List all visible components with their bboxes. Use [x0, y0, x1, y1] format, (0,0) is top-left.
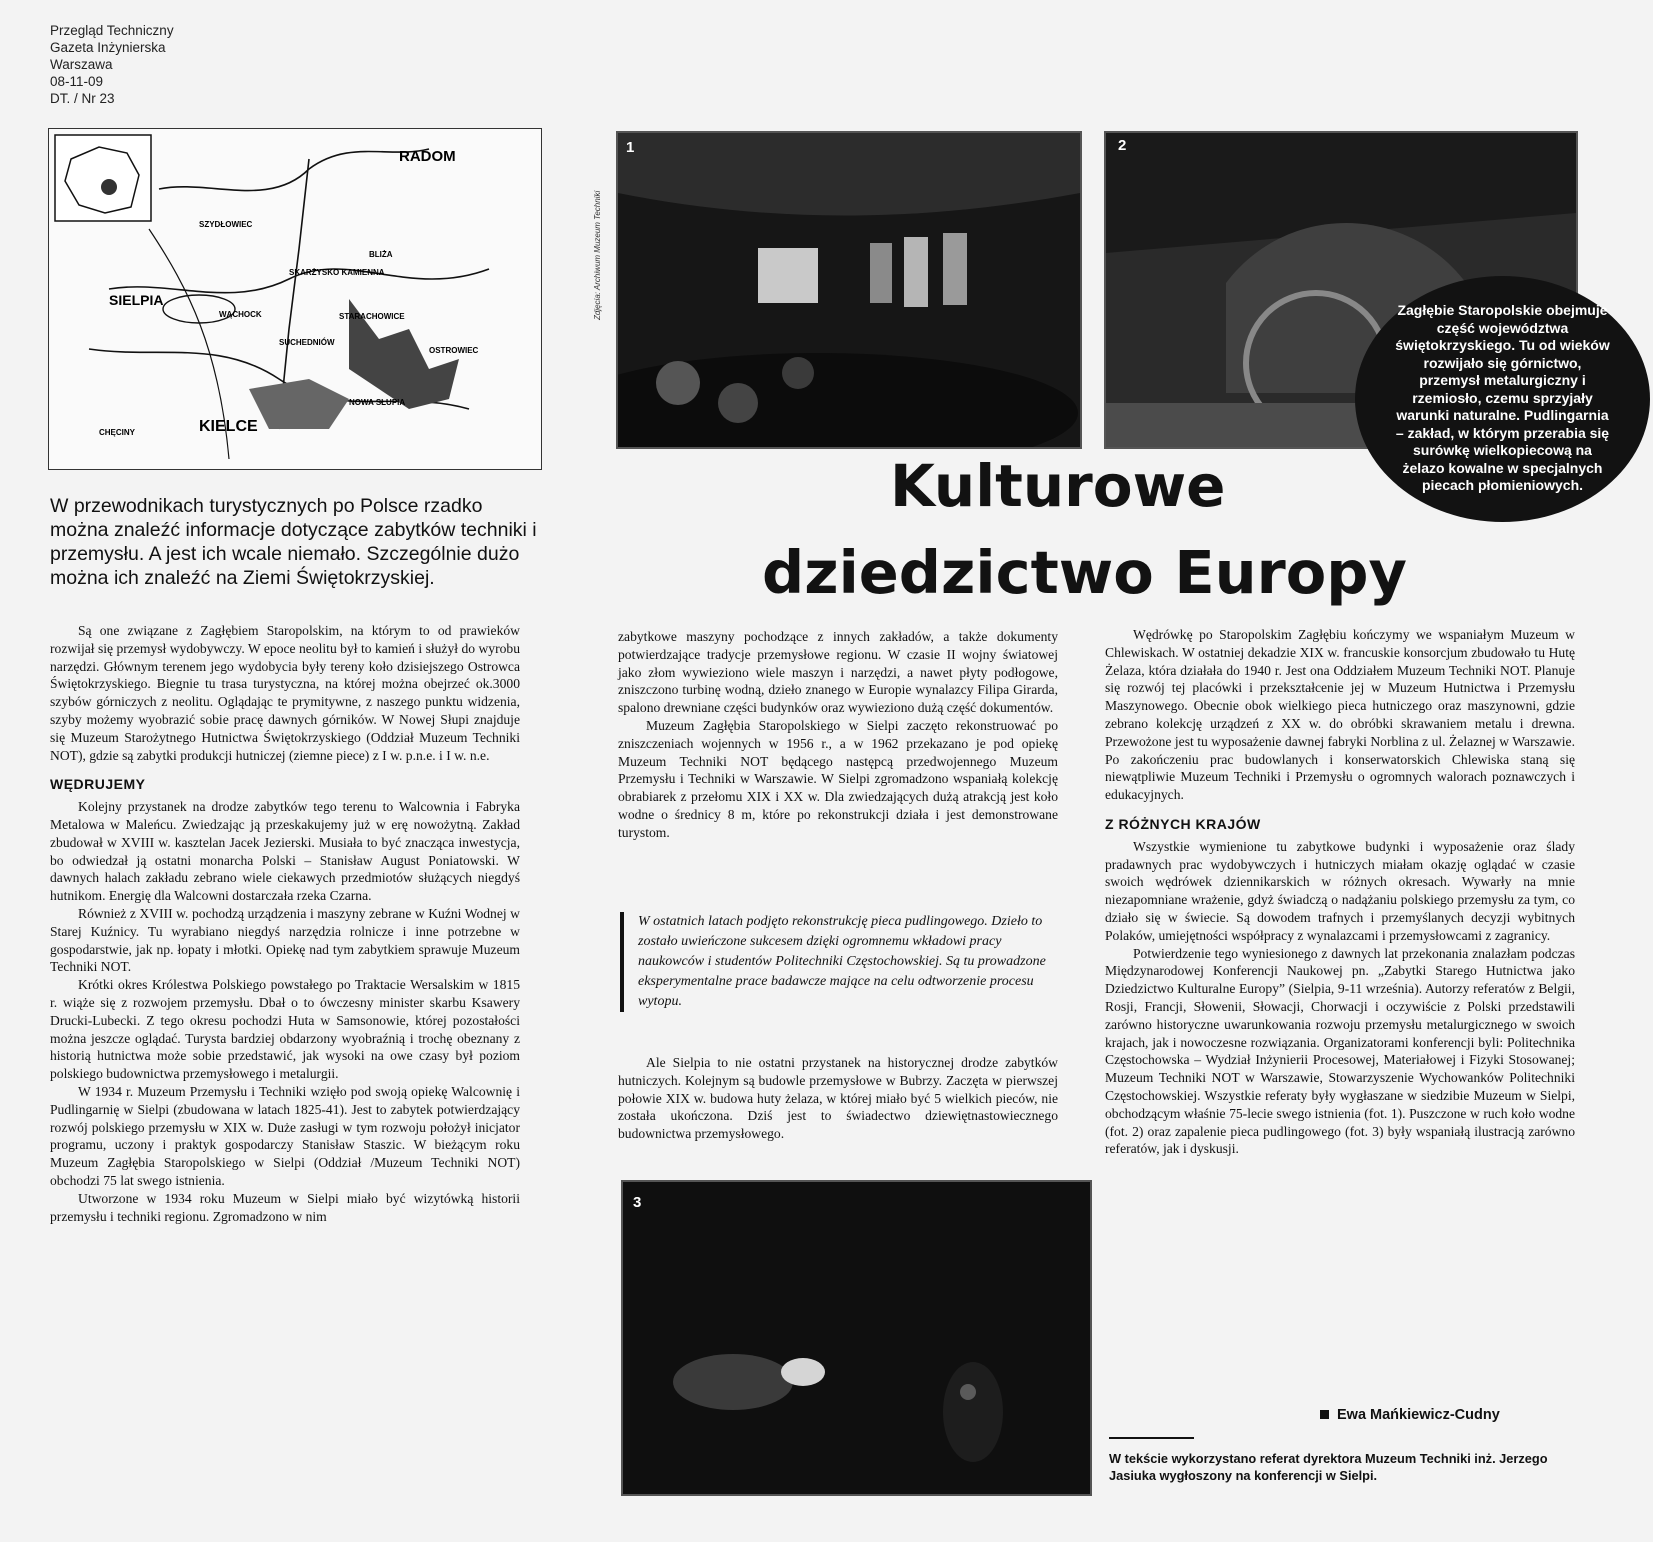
- paragraph: Muzeum Zagłębia Staropolskiego w Sielpi zaczęto rekonstruować po zniszczeniach wojennych w 1956 r., a w 1962 przekazano je pod opiekę Muzeum Techniki NOT będącego następcą przedwojennego Muzeum Przemysłu i Techniki w Warszawie. W Sielpi zgromadzono wspaniałą kolekcję obrabiarek z przełomu XIX i XX w. Dla zwiedzających dużą atrakcją jest koło wodne o średnicy 8 m, które po rekonstrukcji działa i jest demonstrowane turystom.: [618, 717, 1058, 840]
- article-column-2-continued: [618, 1054, 1058, 1143]
- photo-number: 3: [633, 1194, 642, 1211]
- paragraph: Krótki okres Królestwa Polskiego powstałego po Traktacie Wersalskim w 1815 r. wiąże się z rozwojem przemysłu. Dbał o to ówczesny minister skarbu Ksawery Drucki-Lubecki. Z tego okresu pochodzi Huta w Samsonowie, której pozostałości można jeszcze oglądać. Turysta bardziej obdarzony wyobraźnią i trochę obeznany z historią hutnictwa może sobie przedstawić, jak wysoki na owe czasy był poziom polskiego budownictwa przemysłowego i metalurgii.: [50, 977, 520, 1082]
- map-label-sielpia: SIELPIA: [109, 292, 164, 308]
- author-byline: [1320, 1407, 1500, 1423]
- photo-furnace-fire: [621, 1180, 1092, 1496]
- pull-quote: W ostatnich latach podjęto rekonstrukcję pieca pudlingowego. Dzieło to zostało uwieńczone sukcesem dzięki ogromnemu wkładowi pracy naukowców i studentów Politechniki Częstochowskiej. Są tu prowadzone eksperymentalne prace badawcze mające na celu odtworzenie procesu wytopu.: [620, 912, 1058, 1012]
- footnote: W tekście wykorzystano referat dyrektora Muzeum Techniki inż. Jerzego Jasiuka wygłoszony na konferencji w Sielpi.: [1109, 1451, 1548, 1483]
- map-label-checiny: CHĘCINY: [99, 428, 136, 437]
- paragraph: Wszystkie wymienione tu zabytkowe budynki i wyposażenie oraz ślady pradawnych prac wydobywczych i hutniczych miałam okazję oglądać w czasie swoich wędrówek dziennikarskich w różnych okresach. Wywarły na mnie niezapomniane wrażenie, gdyż świadczą o nadążaniu polskiego przemysłu za tym, co działo się w świecie. Są dowodem trafnych i przemyślanych decyzji wybitnych Polaków, umiejętności współpracy z wynalazcami i przemysłowcami z zagranicy.: [1105, 838, 1575, 943]
- article-column-3: [1105, 626, 1575, 1158]
- map-label-szydlowiec: SZYDŁOWIEC: [199, 220, 253, 229]
- caption-circle: Zagłębie Staropolskie obejmuje część województwa świętokrzyskiego. Tu od wieków rozwijało się górnictwo, przemysł metalurgiczny i rzemiosło, czemu sprzyjały warunki naturalne. Pudlingarnia – zakład, w którym przerabia się surówkę wielkopiecową na żelazo kowalne w specjalnych piecach płomieniowych.: [1355, 276, 1650, 522]
- map-label-skarzysko: SKARŻYSKO KAMIENNA: [289, 268, 385, 277]
- headline-line-2: dziedzictwo Europy: [762, 538, 1407, 607]
- photo-number: 2: [1118, 137, 1127, 154]
- section-heading-wedrujemy: WĘDRUJEMY: [50, 776, 146, 793]
- photo-number: 1: [626, 139, 635, 156]
- author-name: Ewa Mańkiewicz-Cudny: [1337, 1407, 1500, 1423]
- paragraph: W 1934 r. Muzeum Przemysłu i Techniki wzięło pod swoją opiekę Walcownię i Pudlingarnię w Sielpi (zbudowana w latach 1825-41). Jest to zabytek potwierdzający rozwój polskiego przemysłu w XIX w. Duże zasługi w tym rozwoju położył inicjator programu, uczony i praktyk gospodarczy Stanisław Staszic. W bieżącym roku Muzeum Zagłębia Staropolskiego w Sielpi (Oddział /Muzeum Techniki NOT) obchodzi 75 lat swego istnienia.: [50, 1083, 520, 1188]
- photo-credit: Zdjęcia: Archiwum Muzeum Techniki: [593, 190, 602, 320]
- paragraph: zabytkowe maszyny pochodzące z innych zakładów, a także dokumenty potwierdzające tradycje przemysłowe regionu. W czasie II wojny światowej jako złom wywieziono wiele maszyn i narzędzi, a nawet płyty podłogowe, zniszczono turbinę wodną, dzieło znanego w Europie wynalazcy Filipa Girarda, spalono drewniane części budynków oraz wywieziono dużą część dokumentów.: [618, 629, 1058, 716]
- masthead-issue: DT. / Nr 23: [50, 91, 115, 106]
- paragraph: Ale Sielpia to nie ostatni przystanek na historycznej drodze zabytków hutniczych. Kolejnym są budowle przemysłowe w Bubrzy. Zaczęta w pierwszej połowie XIX w. budowa huty żelaza, w której miało być 5 wielkich pieców, nie została ukończona. Dziś jest to świadectwo dziewiętnastowiecznego budownictwa przemysłowego.: [618, 1055, 1058, 1142]
- article-column-1: [50, 622, 520, 1225]
- footnote-divider: [1109, 1437, 1194, 1439]
- road-line: [159, 149, 429, 191]
- masthead: [50, 22, 174, 107]
- region-map: [48, 128, 542, 470]
- photo-graphic: [623, 1182, 1090, 1494]
- map-label-nowa-slupia: NOWA SŁUPIA: [349, 398, 406, 407]
- map-graphic: [49, 129, 541, 469]
- masthead-publication: Przegląd Techniczny: [50, 23, 174, 38]
- map-label-wachock: WĄCHOCK: [219, 310, 262, 319]
- map-label-suchedniow: SUCHEDNIÓW: [279, 338, 335, 347]
- paragraph: Są one związane z Zagłębiem Staropolskim, na którym to od prawieków rozwijał się przemysł wydobywczy. W epoce neolitu był to kamień i służył do wyrobu narzędzi. Głównym terenem jego wydobycia były tereny koło dzisiejszego Ostrowca Świętokrzyskiego. Biegnie tu trasa turystyczna, na której można obejrzeć ok.3000 szybów górniczych z neolitu. Oglądając te prymitywne, z naszego punktu widzenia, szyby możemy wyobrazić sobie pracę dawnych górników. W Nowej Słupi znajduje się Muzeum Starożytnego Hutnictwa Świętokrzyskiego (Oddział Muzeum Techniki NOT), gdzie są zabytki produkcji hutniczej (ziemne piece) z I w. p.n.e. i I w. n.e.: [50, 623, 520, 763]
- masthead-date: 08-11-09: [50, 74, 104, 89]
- masthead-subtitle: Gazeta Inżynierska: [50, 40, 166, 55]
- masthead-city: Warszawa: [50, 57, 113, 72]
- article-column-2: [618, 628, 1058, 842]
- paragraph: Kolejny przystanek na drodze zabytków tego terenu to Walcownia i Fabryka Metalowa w Maleńcu. Zwiedzając ją przeskakujemy już w erę nowożytną. Zakład zbudował w XVIII w. kasztelan Jacek Jezierski. Musiała to być znacząca inwestycja, bo odwiedzał ją ostatni monarcha Polski – Stanisław August Poniatowski. W dawnych halach zakładu zebrano wiele ciekawych przedmiotów służących niegdyś hutnikom. Energię dla Walcowni dostarczała rzeka Czarna.: [50, 799, 520, 904]
- photo-graphic: [618, 133, 1080, 447]
- mountain-area: [249, 379, 349, 429]
- map-label-bliza: BLIŻA: [369, 250, 393, 259]
- paragraph: Również z XVIII w. pochodzą urządzenia i maszyny zebrane w Kuźni Wodnej w Starej Kuźnicy. Tu wyrabiano niegdyś narzędzia rolnicze i inne potrzebne w gospodarstwie, jak np. łopaty i młotki. Opiekę nad tym zabytkiem sprawuje Muzeum Techniki NOT.: [50, 905, 520, 975]
- map-label-ostrowiec: OSTROWIEC: [429, 346, 479, 355]
- lead-paragraph: W przewodnikach turystycznych po Polsce rzadko można znaleźć informacje dotyczące zabytków techniki i przemysłu. A jest ich wcale niemało. Szczególnie dużo można ich znaleźć na Ziemi Świętokrzyskiej.: [50, 495, 537, 589]
- map-label-starachowice: STARACHOWICE: [339, 312, 405, 321]
- paragraph: Utworzone w 1934 roku Muzeum w Sielpi miało być wizytówką historii przemysłu i techniki regionu. Zgromadzono w nim: [50, 1190, 520, 1224]
- paragraph: Potwierdzenie tego wyniesionego z dawnych lat przekonania znalazłam podczas Międzynarodowej Konferencji Naukowej pn. „Zabytki Starego Hutnictwa jako Dziedzictwo Kulturalne Europy” (Sielpia, 9-11 września). Autorzy referatów z Belgii, Rosji, Francji, Słowenii, Słowacji, Chorwacji i oczywiście z Polski przedstawili zarówno historyczne uwarunkowania rozwoju przemysłu metalurgicznego w swoich krajach, jak i nowoczesne rozwiązania. Organizatorami konferencji byli: Politechnika Częstochowska – Wydział Inżynierii Procesowej, Materiałowej i Fizyki Stosowanej; Muzeum Techniki NOT w Warszawie, Stowarzyszenie Wychowanków Politechniki Częstochowskiej. Wszystkie referaty były wygłaszane w siedzibie Muzeum w Sielpi, obchodzącym właśnie 75-lecie swego istnienia (fot. 1). Puszczone w ruch koło wodne (fot. 2) oraz zapalenie pieca pudlingowego (fot. 3) były wspaniałą ilustracją zarówno referatów, jak i dyskusji.: [1105, 945, 1575, 1157]
- map-label-radom: RADOM: [399, 148, 456, 165]
- photo-conference-hall: [616, 131, 1082, 449]
- byline-square-icon: [1320, 1410, 1329, 1419]
- region-marker: [101, 179, 117, 195]
- headline-line-1: Kulturowe: [890, 452, 1226, 520]
- map-label-kielce: KIELCE: [199, 418, 258, 435]
- paragraph: Wędrówkę po Staropolskim Zagłębiu kończymy we wspaniałym Muzeum w Chlewiskach. W ostatniej dekadzie XIX w. francuskie konsorcjum zbudowało tu Hutę Żelaza, która działała do 1940 r. Jest ona Oddziałem Muzeum Techniki NOT. Planuje się rozwój tej placówki i przekształcenie jej w Muzeum Hutnictwa i Przemysłu Maszynowego. Obecnie obok wielkiego pieca hutniczego oraz maszynowni, gdzie zebrano kolekcję urządzeń z XX w. do obróbki skrawaniem metalu i drewna. Przewożone jest tu wyposażenie dawnej fabryki Norblina z ul. Żelaznej w Warszawie. Po zakończeniu prac budowlanych i konserwatorskich Chlewiska staną się niewątpliwie Muzeum Techniki i Przemysłu o ogromnych walorach poznawczych i edukacyjnych.: [1105, 627, 1575, 803]
- section-heading-z-roznych-krajow: Z RÓŻNYCH KRAJÓW: [1105, 815, 1261, 832]
